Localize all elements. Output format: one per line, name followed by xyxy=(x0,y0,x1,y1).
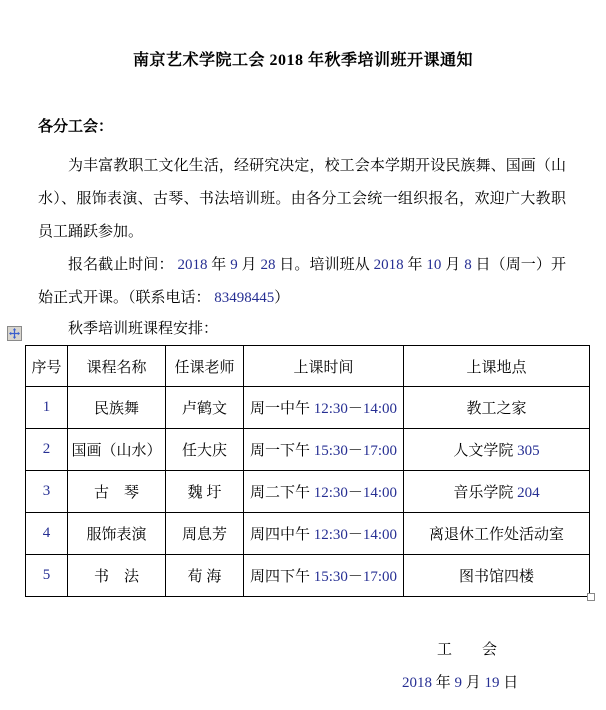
table-row xyxy=(26,471,590,513)
table-cell: 图书馆四楼 xyxy=(404,555,590,597)
table-cell: 荀 海 xyxy=(166,555,244,597)
table-cell: 离退休工作处活动室 xyxy=(404,513,590,555)
table-cell: 魏 圩 xyxy=(166,471,244,513)
table-cell: 音乐学院 204 xyxy=(404,471,590,513)
table-row xyxy=(26,513,590,555)
table-row xyxy=(26,429,590,471)
table-header-cell: 任课老师 xyxy=(166,346,244,387)
table-cell: 1 xyxy=(26,387,68,429)
table-cell: 服饰表演 xyxy=(68,513,166,555)
table-cell: 2 xyxy=(26,429,68,471)
table-cell: 周息芳 xyxy=(166,513,244,555)
table-resize-handle[interactable] xyxy=(587,593,595,601)
table-cell: 周四下午 15:30－17:00 xyxy=(244,555,404,597)
table-cell: 书 法 xyxy=(68,555,166,597)
table-cell: 卢鹤文 xyxy=(166,387,244,429)
table-move-handle[interactable] xyxy=(7,326,22,341)
table-cell: 人文学院 305 xyxy=(404,429,590,471)
table-cell: 周四中午 12:30－14:00 xyxy=(244,513,404,555)
salutation: 各分工会： xyxy=(38,119,114,135)
table-cell: 民族舞 xyxy=(68,387,166,429)
table-cell: 周一下午 15:30－17:00 xyxy=(244,429,404,471)
table-header-cell: 上课时间 xyxy=(244,346,404,387)
table-cell: 国画（山水） xyxy=(68,429,166,471)
table-cell: 教工之家 xyxy=(404,387,590,429)
table-header-cell: 课程名称 xyxy=(68,346,166,387)
table-cell: 任大庆 xyxy=(166,429,244,471)
signature-date: 2018 年 9 月 19 日 xyxy=(402,675,519,691)
table-cell: 4 xyxy=(26,513,68,555)
table-cell: 5 xyxy=(26,555,68,597)
signature: 工 会 xyxy=(437,642,498,658)
table-cell: 3 xyxy=(26,471,68,513)
table-header-cell: 上课地点 xyxy=(404,346,590,387)
table-header-cell: 序号 xyxy=(26,346,68,387)
document-title: 南京艺术学院工会 2018 年秋季培训班开课通知 xyxy=(132,52,473,69)
table-cell: 周二下午 12:30－14:00 xyxy=(244,471,404,513)
table-row xyxy=(26,555,590,597)
table-header-row xyxy=(26,346,590,387)
table-row xyxy=(26,387,590,429)
table-cell: 周一中午 12:30－14:00 xyxy=(244,387,404,429)
paragraph-intro: 为丰富教职工文化生活，经研究决定，校工会本学期开设民族舞、国画（山水）、服饰表演、古琴、书法培训班。由各分工会统一组织报名，欢迎广大教职员工踊跃参加。 xyxy=(38,158,566,240)
table-cell: 古 琴 xyxy=(68,471,166,513)
course-schedule-table xyxy=(25,345,590,597)
paragraph-deadline: 报名截止时间： 2018 年 9 月 28 日。培训班从 2018 年 10 月 8 日（周一）开始正式开课。（联系电话： 83498445） xyxy=(38,257,566,306)
paragraph-schedule-intro: 秋季培训班课程安排： xyxy=(68,321,219,337)
move-icon xyxy=(9,328,20,339)
